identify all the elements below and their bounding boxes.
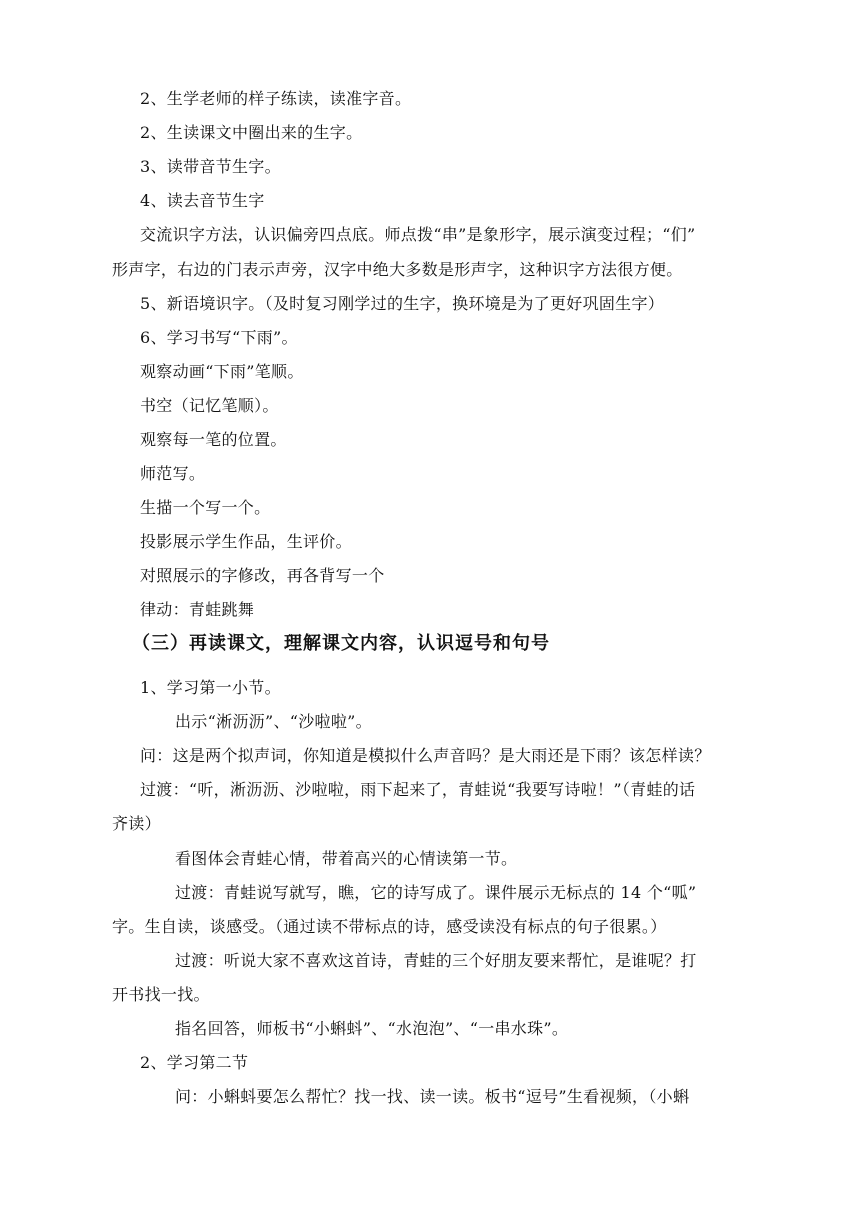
text-line: 观察每一笔的位置。 — [140, 430, 287, 449]
text-line: 师范写。 — [140, 464, 206, 483]
text-line: 开书找一找。 — [112, 985, 210, 1004]
text-line: 字。生自读，谈感受。（通过读不带标点的诗，感受读没有标点的句子很累。） — [112, 917, 667, 936]
section-heading: （三）再读课文，理解课文内容，认识逗号和句号 — [132, 633, 550, 654]
text-line: 1、学习第一小节。 — [140, 678, 281, 697]
text-line: 看图体会青蛙心情，带着高兴的心情读第一节。 — [175, 849, 518, 868]
text-line: 2、学习第二节 — [140, 1053, 249, 1072]
text-line: 5、新语境识字。（及时复习刚学过的生字，换环境是为了更好巩固生字） — [140, 294, 665, 313]
text-line: 3、读带音节生字。 — [140, 157, 281, 176]
text-line: 形声字，右边的门表示声旁，汉字中绝大多数是形声字，这种识字方法很方便。 — [112, 260, 683, 279]
text-line: 生描一个写一个。 — [140, 498, 271, 517]
text-line: 指名回答，师板书“小蝌蚪”、“水泡泡”、“一串水珠”。 — [175, 1019, 569, 1038]
text-line: 问：小蝌蚪要怎么帮忙？找一找、读一读。板书“逗号”生看视频，（小蝌 — [175, 1087, 690, 1106]
text-line: 书空（记忆笔顺）。 — [140, 396, 279, 415]
text-line: 过渡：听说大家不喜欢这首诗，青蛙的三个好朋友要来帮忙，是谁呢？打 — [175, 951, 697, 970]
text-line: 出示“淅沥沥”、“沙啦啦”。 — [175, 712, 372, 731]
text-line: 对照展示的字修改，再各背写一个 — [140, 566, 385, 585]
text-line: 过渡：青蛙说写就写，瞧，它的诗写成了。课件展示无标点的 14 个“呱” — [175, 883, 697, 902]
text-line: 齐读） — [112, 814, 161, 833]
text-line: 交流识字方法，认识偏旁四点底。师点拨“串”是象形字，展示演变过程；“们” — [140, 225, 696, 244]
text-line: 律动：青蛙跳舞 — [140, 600, 255, 619]
text-line: 2、生读课文中圈出来的生字。 — [140, 123, 363, 142]
text-line: 4、读去音节生字 — [140, 191, 265, 210]
text-line: 投影展示学生作品，生评价。 — [140, 532, 352, 551]
text-line: 过渡：“听，淅沥沥、沙啦啦，雨下起来了，青蛙说“我要写诗啦！”（青蛙的话 — [140, 780, 696, 799]
text-line: 问：这是两个拟声词，你知道是模拟什么声音吗？是大雨还是下雨？该怎样读？ — [140, 746, 711, 765]
text-line: 2、生学老师的样子练读，读准字音。 — [140, 89, 412, 108]
text-line: 6、学习书写“下雨”。 — [140, 328, 298, 347]
text-line: 观察动画“下雨”笔顺。 — [140, 362, 304, 381]
